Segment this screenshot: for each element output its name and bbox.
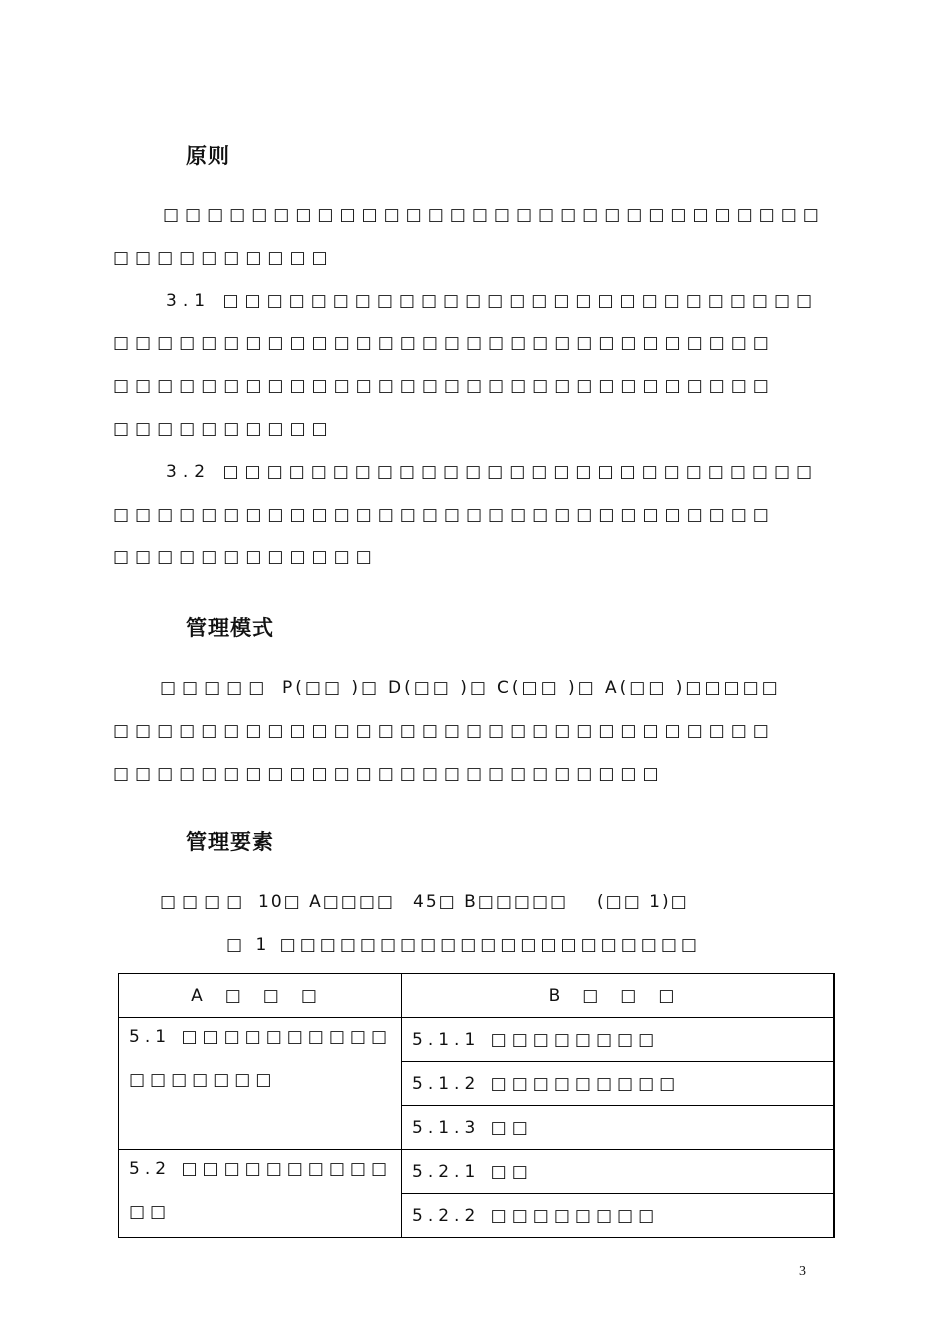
table-cell-a-group1: [119, 1018, 402, 1150]
table-header-row: [119, 974, 835, 1018]
mode-line1-do: D(□□ )□: [388, 678, 489, 698]
mode-line1-check: C(□□ )□: [497, 678, 597, 698]
table-cell-a-group2: [119, 1150, 402, 1238]
principle-item1-line-1: 3.1 □□□□□□□□□□□□□□□□□□□□□□□□□□□: [166, 291, 819, 311]
elements-table: [118, 973, 835, 1238]
mode-line1-plan: P(□□ )□: [282, 678, 381, 698]
mode-line-2: □□□□□□□□□□□□□□□□□□□□□□□□□□□□□□: [113, 721, 775, 741]
mode-line1-lead: □□□□□: [160, 678, 271, 698]
a-group2-line-2: □□: [129, 1202, 172, 1222]
section-heading-principle: 原则: [186, 144, 230, 168]
principle-item2-line-2: □□□□□□□□□□□□□□□□□□□□□□□□□□□□□□: [113, 505, 775, 525]
table-cell-b: 5.2.1 □□: [402, 1150, 835, 1194]
elements-line1-table-ref: (□□ 1)□: [597, 892, 689, 912]
a-group1-line-2: □□□□□□□: [129, 1070, 277, 1090]
table-header-b: B□□□: [402, 974, 835, 1018]
page-number: 3: [799, 1264, 806, 1279]
principle-item2-line-1: 3.2 □□□□□□□□□□□□□□□□□□□□□□□□□□□: [166, 462, 819, 482]
principle-item1-line-2: □□□□□□□□□□□□□□□□□□□□□□□□□□□□□□: [113, 333, 775, 353]
principle-intro-line-1: □□□□□□□□□□□□□□□□□□□□□□□□□□□□□□: [163, 205, 825, 225]
section-heading-elements: 管理要素: [186, 830, 274, 854]
principle-intro-line-2: □□□□□□□□□□: [113, 248, 334, 268]
principle-item1-line-4: □□□□□□□□□□: [113, 419, 334, 439]
table-cell-b: 5.2.2 □□□□□□□□: [402, 1194, 835, 1238]
mode-line-3: □□□□□□□□□□□□□□□□□□□□□□□□□: [113, 764, 665, 784]
table-header-a: A□□□: [119, 974, 402, 1018]
mode-line1-act: A(□□ )□□□□□: [605, 678, 781, 698]
section-heading-mode: 管理模式: [186, 616, 274, 640]
table-cell-b: 5.1.3 □□: [402, 1106, 835, 1150]
principle-item2-line-3: □□□□□□□□□□□□: [113, 547, 378, 567]
a-group2-line-1: 5.2 □□□□□□□□□□: [129, 1159, 393, 1179]
elements-line1-lead: □□□□: [160, 892, 249, 912]
table-caption: □ 1 □□□□□□□□□□□□□□□□□□□□□: [226, 935, 701, 955]
table-row: [119, 1018, 835, 1062]
elements-line1-a-count: 10□ A□□□□: [258, 892, 395, 912]
table-row: [119, 1150, 835, 1194]
table-cell-b: 5.1.1 □□□□□□□□: [402, 1018, 835, 1062]
elements-line1-b-count: 45□ B□□□□□: [413, 892, 569, 912]
principle-item1-line-3: □□□□□□□□□□□□□□□□□□□□□□□□□□□□□□: [113, 376, 775, 396]
a-group1-line-1: 5.1 □□□□□□□□□□: [129, 1027, 393, 1047]
table-cell-b: 5.1.2 □□□□□□□□□: [402, 1062, 835, 1106]
